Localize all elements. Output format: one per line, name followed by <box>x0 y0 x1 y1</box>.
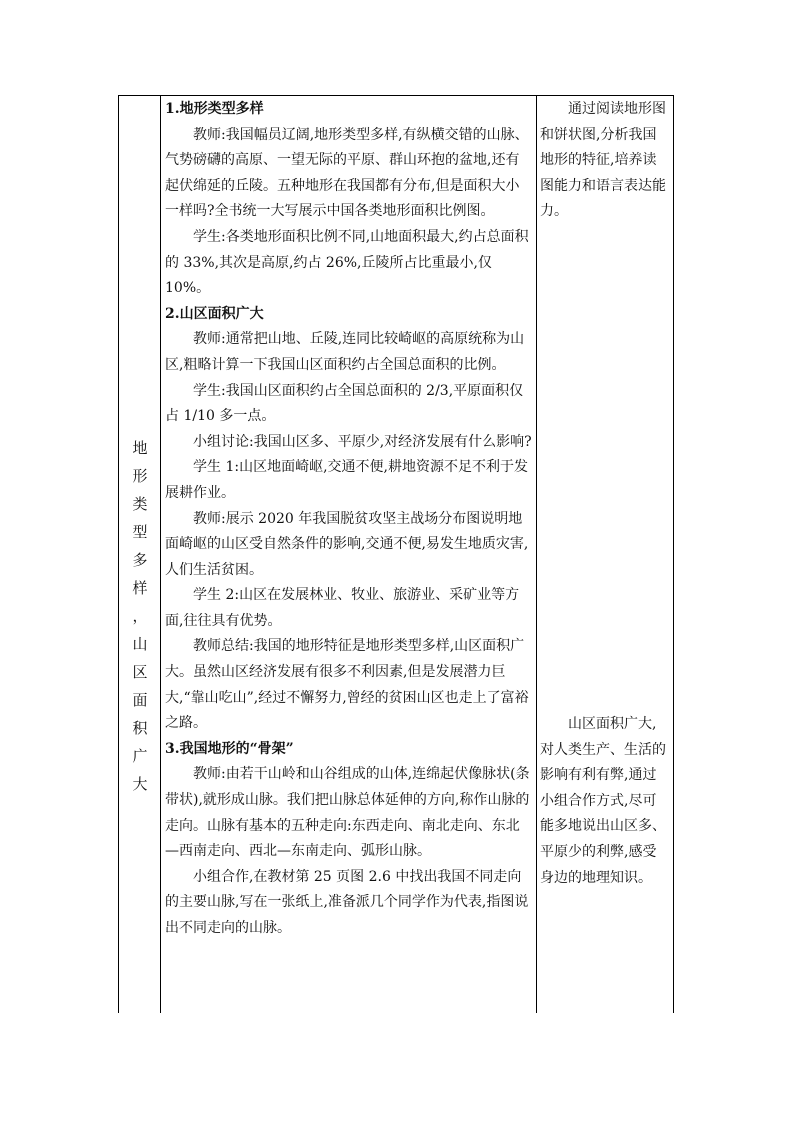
topic-char: 大 <box>132 775 148 793</box>
section-heading: 2.山区面积广大 <box>165 305 264 322</box>
topic-char: 山 <box>132 635 148 653</box>
topic-char: 积 <box>132 719 148 737</box>
paragraph: 教师总结:我国的地形特征是地形类型多样,山区面积广大。虽然山区经济发展有很多不利因素,但是发展潜力巨大,“靠山吃山”,经过不懈努力,曾经的贫困山区也走上了富裕之路。 <box>165 638 529 732</box>
teaching-process-column <box>165 97 533 942</box>
table-left-border <box>118 95 119 1013</box>
design-intent-text: 山区面积广大,对人类生产、生活的影响有利有弊,通过小组合作方式,尽可能多地说出山区多、平原少的利弊,感受身边的地理知识。 <box>540 716 666 886</box>
table-right-border <box>673 95 674 1013</box>
topic-char: 型 <box>132 523 148 541</box>
design-intent-note-2 <box>540 712 670 891</box>
table-top-border <box>118 95 674 96</box>
topic-char: 形 <box>132 467 148 485</box>
topic-char: 面 <box>132 691 148 709</box>
paragraph: 教师:我国幅员辽阔,地形类型多样,有纵横交错的山脉、气势磅礴的高原、一望无际的平原、群山环抱的盆地,还有起伏绵延的丘陵。五种地形在我国都有分布,但是面积大小一样吗?全书统一大写展示中国各类地形面积比例图。 <box>165 126 529 220</box>
topic-char: 区 <box>132 663 148 681</box>
paragraph: 学生:各类地形面积比例不同,山地面积最大,约占总面积的 33%,其次是高原,约占 26%,丘陵所占比重最小,仅 10%。 <box>165 228 529 297</box>
design-intent-text: 通过阅读地形图和饼状图,分析我国地形的特征,培养读图能力和语言表达能力。 <box>540 101 666 220</box>
topic-char: 地 <box>132 439 148 457</box>
topic-char: 多 <box>132 551 148 569</box>
column-divider-2 <box>536 95 537 1013</box>
topic-char: 类 <box>132 495 148 513</box>
section-heading: 1.地形类型多样 <box>165 101 264 117</box>
paragraph: 学生 1:山区地面崎岖,交通不便,耕地资源不足不利于发展耕作业。 <box>165 459 528 501</box>
paragraph: 教师:通常把山地、丘陵,连同比较崎岖的高原统称为山区,粗略计算一下我国山区面积约占全国总面积的比例。 <box>165 331 525 373</box>
paragraph: 教师:展示 2020 年我国脱贫攻坚主战场分布图说明地面崎岖的山区受自然条件的影响,交通不便,易发生地质灾害,人们生活贫困。 <box>165 510 529 578</box>
paragraph: 小组讨论:我国山区多、平原少,对经济发展有什么影响? <box>193 433 532 450</box>
paragraph: 教师:由若干山岭和山谷组成的山体,连绵起伏像脉状(条带状),就形成山脉。我们把山脉总体延伸的方向,称作山脉的走向。山脉有基本的五种走向:东西走向、南北走向、东北—西南走向、西北—东南走向、弧形山脉。 <box>165 766 530 860</box>
paragraph: 小组合作,在教材第 25 页图 2.6 中找出我国不同走向的主要山脉,写在一张纸上,准备派几个同学作为代表,指图说出不同走向的山脉。 <box>165 868 529 936</box>
topic-char: ， <box>132 607 148 625</box>
section-heading: 3.我国地形的“骨架” <box>165 740 294 757</box>
topic-title-column <box>120 96 160 1012</box>
topic-char: 样 <box>132 579 148 597</box>
column-divider-1 <box>160 95 161 1013</box>
paragraph: 学生:我国山区面积约占全国总面积的 2/3,平原面积仅占 1/10 多一点。 <box>165 382 524 425</box>
topic-char: 广 <box>132 747 148 765</box>
design-intent-note-1 <box>540 97 670 225</box>
paragraph: 学生 2:山区在发展林业、牧业、旅游业、采矿业等方面,往往具有优势。 <box>165 587 520 629</box>
